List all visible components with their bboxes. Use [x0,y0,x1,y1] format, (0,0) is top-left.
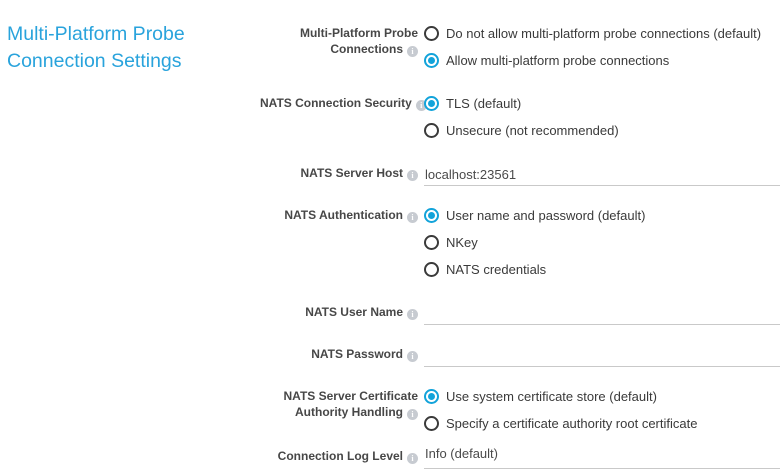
radio-unselected-icon[interactable] [424,416,439,431]
radio-selected-icon[interactable] [424,389,439,404]
radio-option-nats-connection-security-1[interactable] [424,117,780,144]
radio-option-label: Allow multi-platform probe connections [446,53,670,68]
radio-selected-icon[interactable] [424,53,439,68]
field-label-nats-authentication [260,202,418,283]
radio-option-label: Specify a certificate authority root certificate [446,416,698,431]
form-row-nats-user-name [260,299,780,325]
field-control-nats-user-name [424,299,780,325]
radio-option-label: Do not allow multi-platform probe connections (default) [446,26,762,41]
page-title [7,21,257,75]
select-connection-log-level[interactable]: Info (default) [424,443,780,469]
field-label-text: NATS User Name i [260,304,418,320]
field-label-nats-server-host [260,160,418,186]
radio-unselected-icon[interactable] [424,26,439,41]
info-icon[interactable]: i [407,351,418,362]
info-icon[interactable]: i [407,170,418,181]
radio-option-label: TLS (default) [446,96,522,111]
field-label-nats-connection-security [260,90,423,144]
radio-option-nats-server-certificate-authority-handling-1[interactable] [424,410,780,437]
field-label-text: NATS Password i [260,346,418,362]
field-control-nats-server-host [424,160,780,186]
radio-unselected-icon[interactable] [424,262,439,277]
form-row-nats-password [260,341,780,367]
radio-option-label: User name and password (default) [446,208,646,223]
field-control-nats-password [424,341,780,367]
radio-selected-icon[interactable] [424,96,439,111]
radio-unselected-icon[interactable] [424,235,439,250]
radio-option-label: NATS credentials [446,262,547,277]
field-control-multi-platform-probe-connections [424,20,780,74]
field-control-nats-server-certificate-authority-handling [424,383,780,437]
field-label-connection-log-level [260,443,418,469]
radio-option-label: Unsecure (not recommended) [446,123,619,138]
field-control-nats-connection-security [424,90,780,144]
field-label-text: NATS Authentication i [260,207,418,223]
page-title-line1: Multi-Platform Probe [7,23,185,46]
field-label-nats-user-name [260,299,418,325]
radio-option-nats-server-certificate-authority-handling-0[interactable] [424,383,780,410]
info-icon[interactable]: i [407,309,418,320]
radio-option-nats-authentication-1[interactable] [424,229,780,256]
radio-option-nats-connection-security-0[interactable] [424,90,780,117]
text-input-nats-user-name[interactable] [424,299,780,325]
radio-unselected-icon[interactable] [424,123,439,138]
form-row-nats-connection-security [260,90,780,144]
info-icon[interactable]: i [407,453,418,464]
radio-option-multi-platform-probe-connections-0[interactable] [424,20,780,47]
radio-selected-icon[interactable] [424,208,439,223]
radio-option-multi-platform-probe-connections-1[interactable] [424,47,780,74]
radio-option-nats-authentication-2[interactable] [424,256,780,283]
text-input-nats-server-host[interactable] [424,160,780,186]
form-row-nats-server-certificate-authority-handling [260,383,780,437]
settings-form [260,20,780,474]
field-label-multi-platform-probe-connections [260,20,418,74]
form-row-nats-server-host [260,160,780,186]
field-label-text: NATS Connection Security i [260,95,418,111]
field-label-text: NATS Server Certificate [283,389,418,403]
radio-option-label: NKey [446,235,478,250]
info-icon[interactable]: i [407,409,418,420]
field-label-nats-password [260,341,418,367]
radio-option-nats-authentication-0[interactable] [424,202,780,229]
form-row-connection-log-level [260,443,780,469]
field-control-nats-authentication [424,202,780,283]
form-row-nats-authentication [260,202,780,283]
radio-option-label: Use system certificate store (default) [446,389,657,404]
info-icon[interactable]: i [416,100,427,111]
field-label-text: NATS Server Host i [260,165,418,181]
info-icon[interactable]: i [407,212,418,223]
field-label-text: Multi-Platform Probe [299,26,418,40]
password-input-nats-password[interactable] [424,341,780,367]
field-control-connection-log-level [424,443,780,469]
page-title-line2: Connection Settings [7,50,182,73]
field-label-nats-server-certificate-authority-handling [260,383,418,437]
field-label-text: Authority Handling i [260,404,418,420]
field-label-text: Connection Log Level i [260,448,418,464]
field-label-text: Connections i [260,41,418,57]
info-icon[interactable]: i [407,46,418,57]
form-row-multi-platform-probe-connections [260,20,780,74]
